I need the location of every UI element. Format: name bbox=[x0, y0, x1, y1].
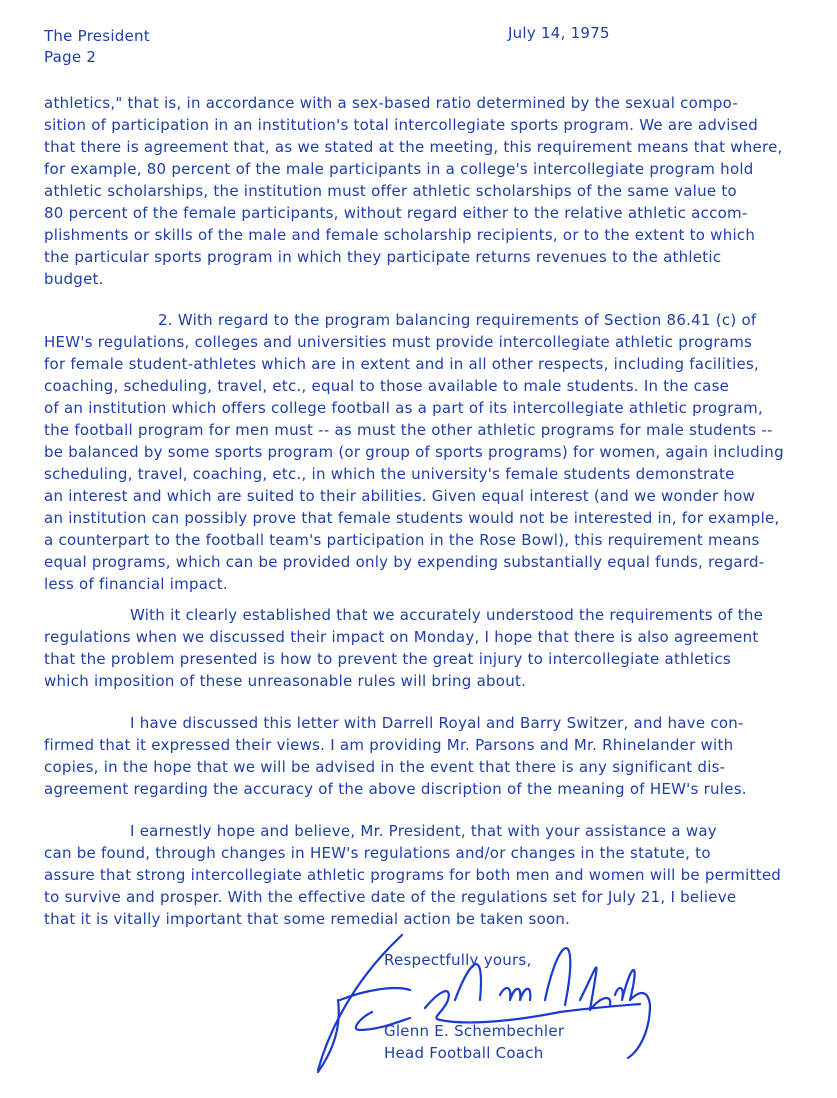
signer-title: Head Football Coach bbox=[384, 1044, 544, 1062]
body-line: I have discussed this letter with Darrell Royal and Barry Switzer, and have con- bbox=[130, 714, 744, 732]
body-line: sition of participation in an institution's total intercollegiate sports program. We are advised bbox=[44, 116, 758, 134]
body-line: that it is vitally important that some remedial action be taken soon. bbox=[44, 910, 571, 928]
recipient-line: The President bbox=[44, 27, 150, 45]
body-line: athletic scholarships, the institution must offer athletic scholarships of the same value to bbox=[44, 182, 737, 200]
body-line: HEW's regulations, colleges and universities must provide intercollegiate athletic programs bbox=[44, 333, 753, 351]
body-line: agreement regarding the accuracy of the above discription of the meaning of HEW's rules. bbox=[44, 780, 747, 798]
body-line: 2. With regard to the program balancing requirements of Section 86.41 (c) of bbox=[158, 311, 757, 329]
body-line: With it clearly established that we accurately understood the requirements of the bbox=[130, 606, 764, 624]
body-line: to survive and prosper. With the effective date of the regulations set for July 21, I believe bbox=[44, 888, 737, 906]
page-number: Page 2 bbox=[44, 48, 97, 66]
body-line: an institution can possibly prove that female students would not be interested in, for example, bbox=[44, 509, 780, 527]
body-line: of an institution which offers college football as a part of its intercollegiate athletic program, bbox=[44, 399, 763, 417]
body-line: 80 percent of the female participants, without regard either to the relative athletic accom- bbox=[44, 204, 748, 222]
body-line: a counterpart to the football team's participation in the Rose Bowl), this requirement means bbox=[44, 531, 760, 549]
body-line: copies, in the hope that we will be advised in the event that there is any significant dis- bbox=[44, 758, 726, 776]
body-line: the football program for men must -- as must the other athletic programs for male students -- bbox=[44, 421, 773, 439]
body-line: for example, 80 percent of the male participants in a college's intercollegiate program hold bbox=[44, 160, 754, 178]
body-line: less of financial impact. bbox=[44, 575, 228, 593]
body-line: plishments or skills of the male and female scholarship recipients, or to the extent to which bbox=[44, 226, 756, 244]
body-line: coaching, scheduling, travel, etc., equal to those available to male students. In the case bbox=[44, 377, 730, 395]
body-line: equal programs, which can be provided only by expending substantially equal funds, regard- bbox=[44, 553, 765, 571]
body-line: can be found, through changes in HEW's regulations and/or changes in the statute, to bbox=[44, 844, 711, 862]
body-line: an interest and which are suited to their abilities. Given equal interest (and we wonder how bbox=[44, 487, 756, 505]
letter-date: July 14, 1975 bbox=[508, 24, 610, 42]
body-line: which imposition of these unreasonable rules will bring about. bbox=[44, 672, 527, 690]
body-line: I earnestly hope and believe, Mr. President, that with your assistance a way bbox=[130, 822, 717, 840]
body-line: for female student-athletes which are in extent and in all other respects, including facilities, bbox=[44, 355, 760, 373]
body-line: scheduling, travel, coaching, etc., in which the university's female students demonstrate bbox=[44, 465, 735, 483]
body-line: that the problem presented is how to prevent the great injury to intercollegiate athletics bbox=[44, 650, 731, 668]
body-line: budget. bbox=[44, 270, 104, 288]
body-line: the particular sports program in which they participate returns revenues to the athletic bbox=[44, 248, 722, 266]
signer-name: Glenn E. Schembechler bbox=[384, 1022, 565, 1040]
body-line: firmed that it expressed their views. I am providing Mr. Parsons and Mr. Rhinelander with bbox=[44, 736, 734, 754]
body-line: be balanced by some sports program (or group of sports programs) for women, again including bbox=[44, 443, 784, 461]
body-line: that there is agreement that, as we stated at the meeting, this requirement means that where, bbox=[44, 138, 783, 156]
body-line: regulations when we discussed their impact on Monday, I hope that there is also agreement bbox=[44, 628, 759, 646]
closing-salutation: Respectfully yours, bbox=[384, 951, 532, 969]
body-line: assure that strong intercollegiate athletic programs for both men and women will be permitted bbox=[44, 866, 782, 884]
body-line: athletics," that is, in accordance with a sex-based ratio determined by the sexual compo- bbox=[44, 94, 739, 112]
